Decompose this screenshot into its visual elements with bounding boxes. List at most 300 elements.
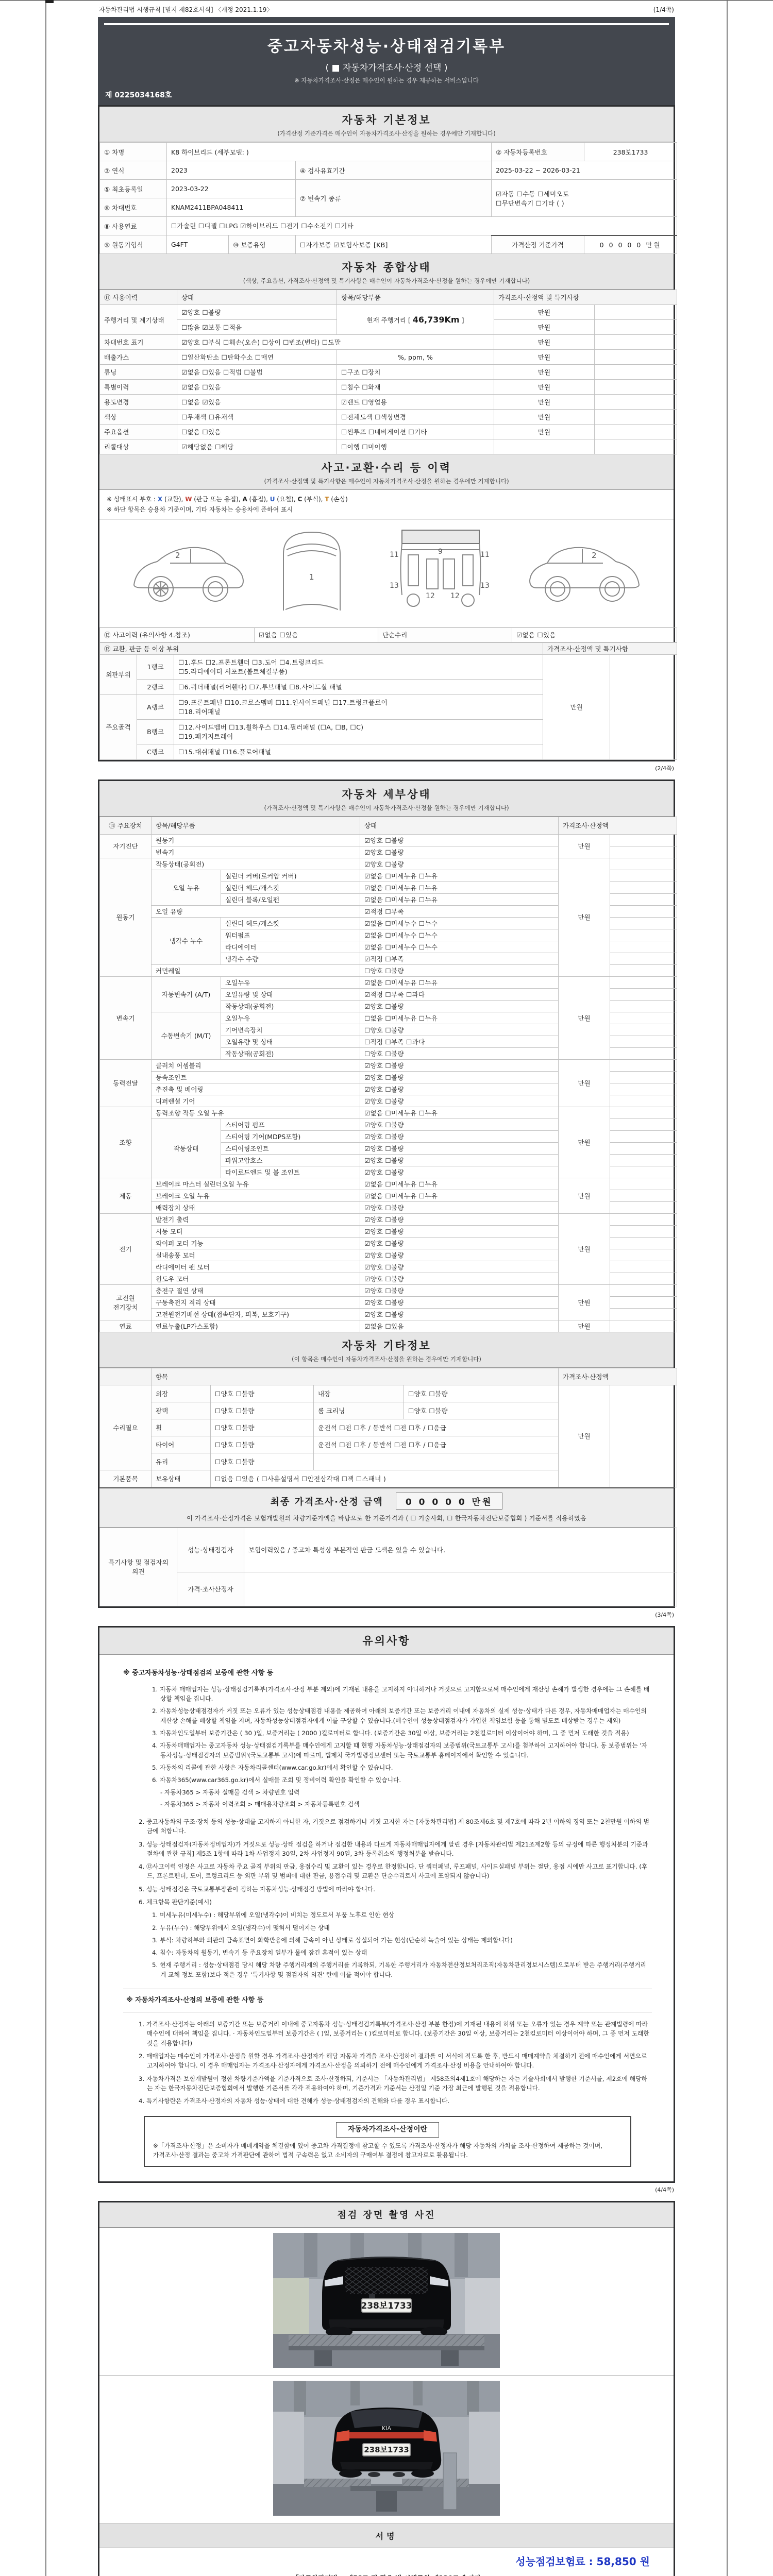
cell-item: 원동기 [152, 834, 360, 846]
cell-price: 만원 [494, 410, 595, 425]
cell-item: 브레이크 오일 누유 [152, 1190, 360, 1201]
table-row [100, 1284, 677, 1296]
cell-value: %, ppm, % [337, 350, 494, 365]
document-subtitle: ( ■ 자동차가격조사·산정 선택 ) [325, 63, 448, 73]
cell-group: 기본품목 [100, 1470, 152, 1487]
cell-status: ☐적정 ☐부족 ☐과다 [360, 1036, 559, 1047]
cell-label: ④ 검사유효기간 [296, 161, 492, 180]
detail-band [99, 781, 674, 817]
rank-items: ☐1.후드 ☐2.프론트휀더 ☐3.도어 ☐4.트렁크리드 [178, 658, 324, 667]
table-row [100, 425, 677, 439]
cell-label: ⑦ 변속기 종류 [296, 180, 492, 217]
cell-label: 광택 [152, 1402, 211, 1419]
cell-label: 가격·조사산정자 [177, 1572, 244, 1606]
cell-checkgroup [174, 654, 543, 679]
transmission-options-1: ☑자동 ☐수동 ☐세미오토 [496, 190, 569, 198]
cell-price: 만원 [559, 834, 610, 858]
section-box-photos [98, 2201, 675, 2576]
table-row [100, 1178, 677, 1190]
cell-empty [610, 929, 677, 941]
cell-empty [610, 1047, 677, 1059]
notice-item: 3. 자동차가격은 보험개발원이 정한 차량기준가액을 기준가격으로 조사·산정하되, 기준서는 「자동차관리법」 제58조의4제1호에 해당하는 자는 기술사회에서 발행한 기준서를, 제2호에 해당하는 자는 한국자동차진단보증협회에서 발행한 기준서를 각각 적용하여야 하며, 기준가격과 기준서는 산정일 기준 가장 최근에 발행된 것을 적용합니다. [139, 2075, 647, 2092]
cell-price: 만원 [494, 395, 595, 410]
rank-items: ☐5.라디에이터 서포트(볼트체결부품) [178, 668, 288, 676]
cell-status: ☑양호 ☐불량 [360, 1308, 559, 1320]
cell-empty [610, 1213, 677, 1225]
notice-item: 4. 자동차매매업자는 중고자동차 성능·상태점검기록부를 매수인에게 고지할 때 현행 자동차성능·상태점검자의 보증범위(국토교통부 고시)를 첨부하여 고지하여야 합니다. 동 보증범위는 '자동차성능·상태점검자의 보증범위'(국토교통부 고시)에 따르며, 법제처 국가법령정보센터 또는 국토교통부 홈페이지에서 확인할 수 있습니다. [152, 1742, 648, 1759]
legend-t: T [325, 496, 329, 503]
page-number-2: (2/4쪽) [655, 765, 674, 772]
cell-item: 디퍼렌셜 기어 [152, 1095, 360, 1107]
legend-c: C [297, 496, 303, 503]
cell-checkgroup: ☑양호 ☐부식 ☐훼손(오손) ☐상이 ☐변조(변타) ☐도말 [177, 335, 494, 350]
table-row [100, 1528, 677, 1572]
cell-group: 연료 [100, 1320, 152, 1332]
cell-label: ⑧ 사용연료 [100, 217, 167, 235]
notice-band [99, 1628, 674, 1655]
cell-checkgroup: ☐침수 ☐화재 [337, 380, 494, 395]
cell-status: ☑없음 ☐미세누유 ☐누유 [360, 870, 559, 882]
basic-info-subtitle: (가격산정 기준가격은 매수인이 자동차가격조사·산정을 원하는 경우에만 기재합니다) [277, 130, 496, 137]
cell-item: 추진축 및 베어링 [152, 1083, 360, 1095]
cell-price: 만원 [559, 1284, 610, 1320]
cell-empty [610, 941, 677, 953]
cell-item: 스티어링 기어(MDPS포함) [221, 1130, 360, 1142]
cell-empty [610, 917, 677, 929]
legend-text: (흠집), [247, 496, 270, 503]
cell-empty [595, 305, 677, 320]
header-rule [104, 23, 669, 25]
cell-item: 클러치 어셈블리 [152, 1059, 360, 1071]
notice-subitem: 1. 미세누유(미세누수) : 해당부위에 오일(냉각수)이 비치는 정도로서 부품 노후로 인한 현상 [152, 1911, 394, 1919]
mileage-value: 46,739Km [412, 315, 460, 325]
cell-empty [610, 1142, 677, 1154]
cell-empty [610, 1107, 677, 1118]
notice-item: 1. 자동차 매매업자는 성능·상태점검기록부(가격조사·산정 부분 제외)에 기재된 내용을 고지하지 아니하거나 거짓으로 고지함으로써 매수인에게 재산상 손해가 발생한 경우에는 그 손해를 배상할 책임을 집니다. [152, 1685, 650, 1703]
cell-item: 커먼레일 [152, 964, 360, 976]
notice-subitem: 3. 부식: 차량하부와 외판의 금속표면이 화학반응에 의해 금속이 아닌 상태로 상실되어 가는 현상(단순히 녹슬어 있는 상태는 제외합니다) [152, 1936, 513, 1944]
cell-empty [610, 1261, 677, 1273]
col-header [100, 1368, 152, 1385]
notice-subitem: - 자동차365 > 자동차 실매물 검색 > 차량번호 입력 [160, 1789, 300, 1797]
cell-plate: 238보1733 [584, 143, 677, 161]
cell-item: 윈도우 모터 [152, 1273, 360, 1284]
cell-group: 수리필요 [100, 1385, 152, 1470]
detail-table [99, 817, 677, 1332]
cell-item: 동력조향 작동 오일 누유 [152, 1107, 360, 1118]
cell-empty [610, 988, 677, 1000]
cell-status: ☐양호 ☐불량 [360, 964, 559, 976]
cell-rank: A랭크 [137, 694, 174, 719]
cell-price: 만원 [494, 380, 595, 395]
cell-checkgroup: ☑없음 ☐있음 [255, 628, 378, 642]
cell-label: 가격산정 기준가격 [492, 235, 584, 254]
cell-status: ☑없음 ☐미세누수 ☐누수 [360, 917, 559, 929]
diagram-label: 2 [175, 550, 180, 560]
cell-subgroup: 수동변속기 (M/T) [152, 1012, 221, 1059]
document-number: 제 0225034168호 [105, 91, 172, 99]
cell-status: ☑양호 ☐불량 [360, 1166, 559, 1178]
table-header-row [100, 642, 677, 654]
table-row [100, 380, 677, 395]
cell-label: ⑩ 보증유형 [229, 235, 296, 254]
section-box-page1 [98, 105, 675, 761]
car-side-view-left [134, 548, 243, 601]
cell-value: 2023-03-22 [167, 180, 296, 198]
cell-vin: KNAM2411BPA048411 [167, 198, 296, 217]
cell-empty [610, 1249, 677, 1261]
cell-status: ☐양호 ☐불량 [360, 1024, 559, 1036]
panel-rank-table [99, 642, 677, 760]
cell-status: ☑없음 ☐미세누유 ☐누유 [360, 1178, 559, 1190]
cell-empty [610, 1237, 677, 1249]
table-row [100, 143, 677, 161]
col-header: 가격조사·산정액 [559, 1368, 677, 1385]
cell-empty [610, 870, 677, 882]
cell-checkgroup: ☐양호 ☐불량 [404, 1385, 559, 1402]
cell-value: 2025-03-22 ~ 2026-03-21 [492, 161, 677, 180]
notice-item: 1. 가격조사·산정자는 아래의 보증기간 또는 보증거리 이내에 중고자동차 성능·상태점검기록부(가격조사·산정 부분 한정)에 기재된 내용에 허위 또는 오류가 있는 경우 계약 또는 관계법령에 따라 매수인에 대하여 책임을 집니다. · 자동차인도일부터 보증기간은 ( )일, 보증거리는 ( )킬로미터로 합니다. (보증기간은 30일 이상, 보증거리는 2천킬로미터 이상이어야 하며, 그 중 먼저 도래한 것을 적용합니다) [139, 2021, 649, 2047]
cell-status: ☑없음 ☐있음 [360, 1320, 559, 1332]
cell-checkgroup: ☐없음 ☐있음 ( ☐사용설명서 ☐안전삼각대 ☐잭 ☐스패너 ) [211, 1470, 559, 1487]
cell-empty [610, 1000, 677, 1012]
cell-status: ☑양호 ☐불량 [360, 1237, 559, 1249]
cell-rank: C랭크 [137, 744, 174, 759]
cell-item: 파워고압호스 [221, 1154, 360, 1166]
col-header: 상태 [177, 290, 337, 305]
cell-empty [595, 335, 677, 350]
car-top-view [283, 532, 340, 611]
car-diagram-svg [113, 523, 660, 622]
cell-empty [610, 1059, 677, 1071]
notice-subitem: 5. 현재 주행거리 : 성능·상태점검 당시 해당 차량 주행거리계의 주행거리를 기록하되, 기록한 주행거리가 자동차전산정보처리조직(자동차관리정보시스템)으로부터 받은 주행거리(주행거리계 교체 정보 포함)보다 적은 경우 '특기사항 및 점검자의 의견' 란에 이를 적어야 합니다. [152, 1961, 646, 1978]
legend-text: (판금 또는 용접), [192, 496, 243, 503]
overall-band [99, 254, 674, 290]
legend-x: X [157, 496, 163, 503]
diagram-label: 11 [480, 550, 490, 559]
table-row [100, 1059, 677, 1071]
confirmation-statement [99, 2570, 674, 2576]
cell-empty [610, 1012, 677, 1024]
cell-empty [610, 1154, 677, 1166]
cell-item: 실내송풍 모터 [152, 1249, 360, 1261]
cell-status: ☑양호 ☐불량 [360, 1213, 559, 1225]
accident-history-row [99, 628, 677, 642]
cell-subgroup: 냉각수 누수 [152, 917, 221, 964]
cell-empty [610, 1225, 677, 1237]
legend-u: U [270, 496, 275, 503]
cell-empty [610, 1284, 677, 1296]
final-price-row [99, 1493, 674, 1510]
cell-empty [595, 320, 677, 335]
col-header: ⑬ 교환, 판금 등 이상 부위 [100, 642, 543, 654]
cell-label: 보유상태 [152, 1470, 211, 1487]
cell-status: ☑양호 ☐불량 [360, 846, 559, 858]
cell-status: ☑없음 ☐미세누유 ☐누유 [360, 882, 559, 893]
table-row [100, 217, 677, 235]
cell-item: 라디에이터 팬 모터 [152, 1261, 360, 1273]
license-plate-front: 238보1733 [361, 2301, 412, 2312]
final-price-band [99, 1487, 674, 1528]
col-header: 가격조사·산정액 및 특기사항 [543, 642, 677, 654]
cell-value: 2023 [167, 161, 296, 180]
cell-status: ☑양호 ☐불량 [360, 1284, 559, 1296]
cell-empty [595, 365, 677, 380]
page-number-1: (1/4쪽) [653, 6, 674, 13]
cell-status: ☑적정 ☐부족 [360, 953, 559, 964]
cell-status: ☑없음 ☐미세누수 ☐누수 [360, 929, 559, 941]
cell-status: ☑양호 ☐불량 [360, 1059, 559, 1071]
cell-empty [610, 1320, 677, 1332]
cell-checkgroup: ☐일산화탄소 ☐탄화수소 ☐매연 [177, 350, 337, 365]
table-row [100, 1385, 677, 1402]
basic-info-band [99, 107, 674, 142]
cell-label: 성능·상태점검자 [177, 1528, 244, 1572]
cell-item: 와이퍼 모터 기능 [152, 1237, 360, 1249]
rank-items: ☐9.프론트패널 ☐10.크로스멤버 ☐11.인사이드패널 ☐17.트렁크플로어 [178, 699, 388, 707]
diagram-label: 9 [438, 547, 443, 556]
cell-empty [610, 834, 677, 846]
scan-top-line [0, 0, 773, 1]
notice-item: 3. 자동차인도일부터 보증기간은 ( 30 )일, 보증거리는 ( 2000 )킬로미터로 합니다. (보증기간은 30일 이상, 보증거리는 2천킬로미터 이상이어야 하며, 그 중 먼저 도래한 것을 적용) [152, 1730, 629, 1737]
notice-section1-heading: ※ 중고자동차성능·상태점검의 보증에 관한 사항 등 [123, 1669, 274, 1677]
cell-rank: B랭크 [137, 719, 174, 744]
cell-item: 충전구 절연 상태 [152, 1284, 360, 1296]
cell-empty [610, 1071, 677, 1083]
cell-checkgroup: ☐가솔린 ☐디젤 ☐LPG ☑하이브리드 ☐전기 ☐수소전기 ☐기타 [167, 217, 677, 235]
cell-subgroup: 자동변속기 (A/T) [152, 976, 221, 1012]
cell-label: ② 자동차등록번호 [492, 143, 584, 161]
table-header-row [100, 290, 677, 305]
cell-item: 구동축전지 격리 상태 [152, 1296, 360, 1308]
notice-item: 5. 성능·상태점검은 국토교통부장관이 정하는 자동차성능·상태점검 방법에 따라야 합니다. [139, 1885, 376, 1893]
legend-text: (요철), [275, 496, 298, 503]
cell-label: 단순수리 [378, 628, 512, 642]
cell-price: 만원 [494, 365, 595, 380]
cell-label: 특별이력 [100, 380, 177, 395]
table-row [100, 180, 677, 198]
cell-label: ① 차명 [100, 143, 167, 161]
cell-empty [610, 1190, 677, 1201]
cell-empty [610, 1273, 677, 1284]
cell-label: ⑨ 원동기형식 [100, 235, 167, 254]
diagram-label: 12 [450, 591, 460, 600]
cell-item: 타이로드엔드 및 볼 조인트 [221, 1166, 360, 1178]
cell-checkgroup: ☑렌트 ☐영업용 [337, 395, 494, 410]
cell-empty [610, 976, 677, 988]
cell-price: 만원 [559, 1107, 610, 1178]
cell-empty [610, 1385, 677, 1487]
cell-price: 만원 [494, 350, 595, 365]
remarks-table [99, 1528, 677, 1606]
cell-item: 워터펌프 [221, 929, 360, 941]
cell-empty [610, 858, 677, 870]
cell-empty [610, 1308, 677, 1320]
cell-status: ☑양호 ☐불량 [360, 1249, 559, 1261]
notice-item: 2. 자동차성능상태점검자가 거짓 또는 오류가 있는 성능상태점검 내용을 제공하여 아래의 보증기간 또는 보증거리 이내에 자동차의 실제 성능·상태가 다른 경우, 자동차매매업자는 매수인의 재산상 손해를 배상할 책임을 지며, 자동차성능상태점검자에게 이를 구상할 수 있습니다.(매수인이 성능상태점검자가 가입한 책임보험 등을 통해 별도로 배상받는 경우는 제외) [152, 1707, 647, 1724]
cell-label: 유리 [152, 1453, 211, 1470]
diagram-label: 13 [390, 581, 399, 590]
cell-value: G4FT [167, 235, 229, 254]
cell-empty [610, 905, 677, 917]
cell-checkgroup: ☑없음 ☐있음 ☐적법 ☐불법 [177, 365, 337, 380]
cell-group: 고전원 전기장치 [100, 1284, 152, 1320]
cell-status: ☑양호 ☐불량 [360, 1154, 559, 1166]
rank-items: ☐12.사이드멤버 ☐13.휠하우스 ☐14.필러패널 (☐A, ☐B, ☐C) [178, 723, 364, 732]
etc-subtitle: (이 항목은 매수인이 자동차가격조사·산정을 원하는 경우에만 기재합니다) [292, 1355, 481, 1363]
cell-group: 외판부위 [100, 654, 137, 694]
accident-band [99, 454, 674, 490]
notice-item: 4. 특기사항란은 가격조사·산정자의 자동차 성능·상태에 대한 견해가 성능·상태점검자의 견해와 다를 경우 표시합니다. [139, 2097, 450, 2105]
basic-info-table [99, 142, 677, 254]
cell-status: ☑적정 ☐부족 [360, 905, 559, 917]
cell-checkgroup: ☐양호 ☐불량 [404, 1402, 559, 1419]
table-row [100, 439, 677, 454]
cell-status: ☐없음 ☐미세누유 ☐누유 [360, 1012, 559, 1024]
cell-empty [610, 1118, 677, 1130]
cell-checkgroup: 운전석 ☐전 ☐후 / 동반석 ☐전 ☐후 / ☐응급 [314, 1436, 559, 1453]
cell-label: 외장 [152, 1385, 211, 1402]
cell-price: 만원 [559, 1213, 610, 1284]
diagram-label: 13 [480, 581, 490, 590]
legend-note: ※ 하단 항목은 승용차 기준이며, 기타 자동차는 승용차에 준하여 표시 [107, 506, 293, 514]
inspection-insurance-fee: 성능점검보험료 : 58,850 원 [515, 2555, 650, 2568]
legend-a: A [242, 496, 247, 503]
accident-subtitle: (가격조사·산정액 및 특기사항은 매수인이 자동차가격조사·산정을 원하는 경우에만 기재합니다) [264, 478, 509, 485]
photo-rear [99, 2376, 674, 2523]
table-row [100, 654, 677, 679]
final-price-label: 최종 가격조사·산정 금액 [270, 1496, 383, 1507]
table-row [100, 1572, 677, 1606]
cell-checkgroup: ☐썬루프 ☐네비게이션 ☐기타 [337, 425, 494, 439]
mileage-suffix: ] [459, 316, 464, 324]
cell-status: ☑양호 ☐불량 [360, 1273, 559, 1284]
car-damage-diagram [99, 520, 674, 628]
document-page [98, 0, 675, 2576]
form-regulation-ref: 자동차관리법 시행규칙 [별지 제82호서식] 〈개정 2021.1.19〉 [99, 6, 273, 13]
cell-value: K8 하이브리드 (세부모델: ) [167, 143, 492, 161]
cell-empty [610, 1178, 677, 1190]
overall-title: 자동차 종합상태 [342, 261, 431, 274]
cell-checkgroup [492, 180, 677, 217]
cell-empty [610, 1024, 677, 1036]
diagram-label: 2 [592, 550, 597, 560]
etc-title: 자동차 기타정보 [342, 1339, 431, 1352]
cell-label: ⑥ 차대번호 [100, 198, 167, 217]
cell-status: ☑양호 ☐불량 [360, 834, 559, 846]
notice-section3-heading: ※ 자동차가격조사·산정의 보증에 관한 사항 등 [123, 1989, 652, 2012]
table-row [100, 350, 677, 365]
cell-rank: 1랭크 [137, 654, 174, 679]
cell-label: ⑤ 최초등록일 [100, 180, 167, 198]
cell-label: 차대번호 표기 [100, 335, 177, 350]
kia-logo: KIA [382, 2425, 391, 2432]
diagram-label: 1 [309, 572, 314, 582]
table-header-row [100, 1368, 677, 1385]
cell-status: ☑양호 ☐불량 [360, 1142, 559, 1154]
cell-empty [610, 1095, 677, 1107]
cell-label: 튜닝 [100, 365, 177, 380]
table-row [100, 976, 677, 988]
cell-price: 만원 [559, 1320, 610, 1332]
cell-status: ☑양호 ☐불량 [360, 1071, 559, 1083]
etc-table [99, 1368, 677, 1487]
cell-group: 조향 [100, 1107, 152, 1178]
cell-status: ☑양호 ☐불량 [360, 1083, 559, 1095]
overall-subtitle: (색상, 주요옵션, 가격조사·산정액 및 특기사항은 매수인이 자동차가격조사·산정을 원하는 경우에만 기재합니다) [243, 277, 530, 284]
cell-label: 휠 [152, 1419, 211, 1436]
cell-item: 브레이크 마스터 실린더오일 누유 [152, 1178, 360, 1190]
cell-checkgroup: ☐15.대쉬패널 ☐16.플로어패널 [174, 744, 543, 759]
cell-item: 시동 모터 [152, 1225, 360, 1237]
cell-item: 오일유량 및 상태 [221, 988, 360, 1000]
cell-label: 룸 크리닝 [314, 1402, 404, 1419]
cell-empty [595, 410, 677, 425]
cell-price: 만원 [559, 1178, 610, 1213]
col-header: ⑪ 사용이력 [100, 290, 177, 305]
cell-empty [610, 1130, 677, 1142]
cell-checkgroup [174, 719, 543, 744]
cell-empty [610, 1201, 677, 1213]
cell-label: 주행거리 및 계기상태 [100, 305, 177, 335]
cell-item: 오일유량 및 상태 [221, 1036, 360, 1047]
inspector-comment: 보험이력있음 / 중고차 특성상 부분적인 판금 도색은 있을 수 있습니다. [244, 1528, 677, 1572]
document-header [98, 17, 675, 105]
cell-price: 만원 [559, 1059, 610, 1107]
table-row [100, 628, 677, 642]
cell-label: 주요옵션 [100, 425, 177, 439]
cell-status: ☑없음 ☐미세누유 ☐누유 [360, 1107, 559, 1118]
confirmation-line-1 [99, 2573, 674, 2576]
cell-label: 특기사항 및 점검자의 의견 [100, 1528, 177, 1606]
license-plate-rear: 238보1733 [364, 2445, 409, 2455]
car-rear [332, 2408, 441, 2478]
cell-checkgroup [174, 694, 543, 719]
cell-status: ☐양호 ☐불량 [360, 1047, 559, 1059]
cell-status: ☑없음 ☐미세누수 ☐누수 [360, 941, 559, 953]
cell-checkgroup: ☐양호 ☐불량 [211, 1419, 314, 1436]
photos-band [99, 2202, 674, 2228]
legend-text: (손상) [329, 496, 348, 503]
col-header: 가격조사·산정액 및 특기사항 [494, 290, 677, 305]
cell-item: 기어변속장치 [221, 1024, 360, 1036]
cell-price: 만원 [559, 976, 610, 1059]
cell-empty [314, 1453, 559, 1470]
table-row [100, 858, 677, 870]
cell-status: ☑양호 ☐불량 [360, 1201, 559, 1213]
cell-empty [610, 1296, 677, 1308]
cell-subgroup: 오일 누유 [152, 870, 221, 905]
col-header: 항목 [152, 1368, 559, 1385]
cell-group: 동력전달 [100, 1059, 152, 1107]
cell-empty [610, 964, 677, 976]
col-header: 가격조사·산정액 [559, 817, 677, 834]
legend-text: (교환), [162, 496, 186, 503]
cell-item: 발전기 출력 [152, 1213, 360, 1225]
page-number-4: (4/4쪽) [655, 2187, 674, 2194]
photos-title: 점검 장면 촬영 사진 [337, 2210, 436, 2221]
cell-item: 변속기 [152, 846, 360, 858]
cell-price: 만원 [494, 335, 595, 350]
cell-label: 타이어 [152, 1436, 211, 1453]
legend-w: W [185, 496, 192, 503]
price-survey-definition-box [144, 2116, 631, 2167]
accident-legend [99, 490, 674, 520]
cell-checkgroup: ☑없음 ☐있음 [177, 380, 337, 395]
table-row [100, 410, 677, 425]
cell-price: 만원 [543, 654, 610, 759]
section-box-page2 [98, 779, 675, 1608]
